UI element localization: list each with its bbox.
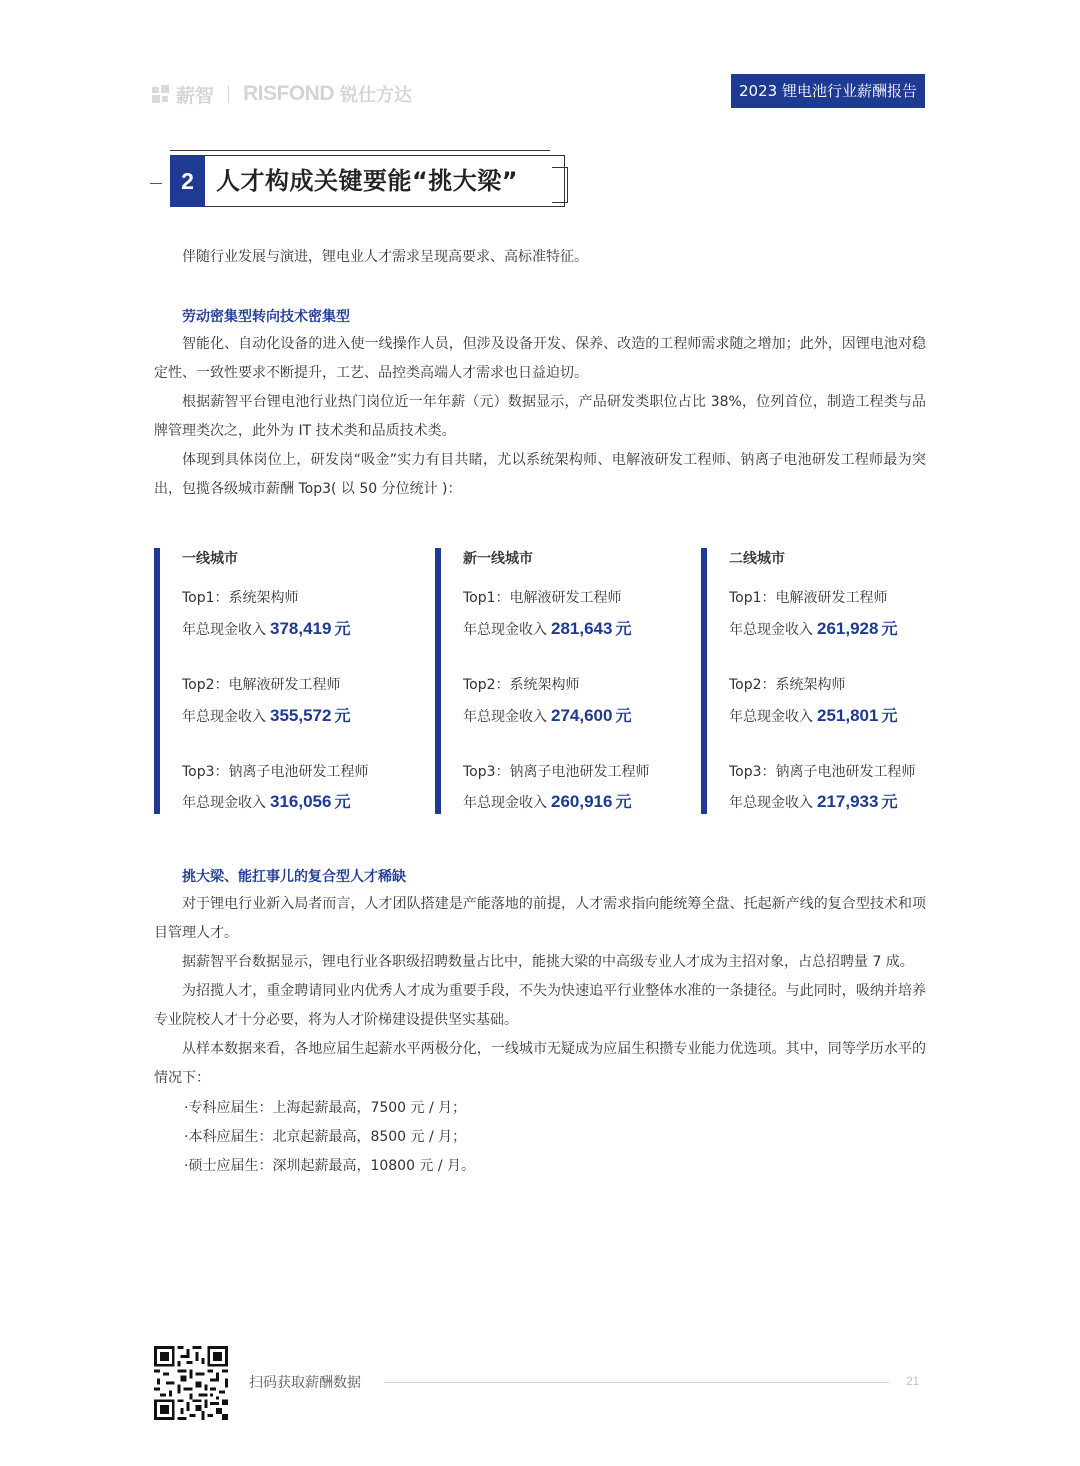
report-title-badge: 2023 锂电池行业薪酬报告 bbox=[731, 74, 925, 108]
income-amount: 316,056 bbox=[270, 792, 332, 811]
income-amount: 261,928 bbox=[817, 619, 879, 638]
top2-job: Top2：电解液研发工程师 bbox=[182, 677, 341, 693]
income-amount: 355,572 bbox=[270, 706, 332, 725]
paragraph: 为招揽人才，重金聘请同业内优秀人才成为重要手段，不失为快速追平行业整体水准的一条捷径。与此同时，吸纳并培养专业院校人才十分必要，将为人才阶梯建设提供坚实基础。 bbox=[154, 983, 926, 1028]
income-prefix: 年总现金收入 bbox=[463, 795, 547, 811]
heading-frame-right bbox=[552, 167, 568, 203]
part2-heading: 挑大梁、能扛事儿的复合型人才稀缺 bbox=[182, 869, 406, 885]
income-amount: 217,933 bbox=[817, 792, 879, 811]
section-heading bbox=[148, 150, 573, 216]
top1-income bbox=[729, 616, 897, 639]
income-unit: 元 bbox=[615, 792, 632, 811]
intro-paragraph: 伴随行业发展与演进，锂电业人才需求呈现高要求、高标准特征。 bbox=[182, 249, 588, 265]
top3-job: Top3：钠离子电池研发工程师 bbox=[463, 764, 650, 780]
top3-income bbox=[729, 789, 897, 812]
heading-dash bbox=[150, 183, 162, 184]
top1-job: Top1：电解液研发工程师 bbox=[463, 590, 622, 606]
top3-job: Top3：钠离子电池研发工程师 bbox=[729, 764, 916, 780]
top2-income bbox=[463, 703, 631, 726]
income-prefix: 年总现金收入 bbox=[182, 622, 266, 638]
xinzhi-logo-text: 薪智 bbox=[176, 84, 215, 107]
list-item: ·硕士应届生：深圳起薪最高，10800 元 / 月。 bbox=[184, 1158, 476, 1174]
list-item: ·专科应届生：上海起薪最高，7500 元 / 月； bbox=[184, 1100, 467, 1116]
income-amount: 260,916 bbox=[551, 792, 613, 811]
paragraph: 对于锂电行业新入局者而言，人才团队搭建是产能落地的前提，人才需求指向能统筹全盘、托起新产线的复合型技术和项目管理人才。 bbox=[154, 896, 926, 941]
intro-text bbox=[154, 243, 926, 272]
top3-income bbox=[182, 789, 350, 812]
city-accent-bar bbox=[154, 548, 160, 814]
income-amount: 378,419 bbox=[270, 619, 332, 638]
xinzhi-mark-icon bbox=[152, 85, 170, 103]
paragraph: 据薪智平台数据显示，锂电行业各职级招聘数量占比中，能挑大梁的中高级专业人才成为主招对象，占总招聘量 7 成。 bbox=[182, 954, 914, 970]
risfond-logo-cn: 锐仕方达 bbox=[340, 85, 413, 106]
income-prefix: 年总现金收入 bbox=[729, 709, 813, 725]
xinzhi-logo bbox=[152, 81, 214, 108]
footer-scan-text: 扫码获取薪酬数据 bbox=[249, 1375, 361, 1391]
income-unit: 元 bbox=[334, 706, 351, 725]
income-unit: 元 bbox=[615, 706, 632, 725]
section-title: 人才构成关键要能“挑大梁” bbox=[216, 167, 519, 195]
city-title: 新一线城市 bbox=[463, 551, 533, 567]
heading-frame-top bbox=[170, 150, 550, 151]
city-accent-bar bbox=[435, 548, 441, 814]
paragraph: 体现到具体岗位上，研发岗“吸金”实力有目共睹，尤以系统架构师、电解液研发工程师、钠离子电池研发工程师最为突出，包揽各级城市薪酬 Top3( 以 50 分位统计 )： bbox=[154, 452, 926, 497]
risfond-logo: RISFOND bbox=[243, 82, 335, 105]
income-unit: 元 bbox=[334, 792, 351, 811]
income-prefix: 年总现金收入 bbox=[463, 709, 547, 725]
top1-income bbox=[182, 616, 350, 639]
top3-job: Top3：钠离子电池研发工程师 bbox=[182, 764, 369, 780]
income-prefix: 年总现金收入 bbox=[182, 795, 266, 811]
paragraph: 从样本数据来看，各地应届生起薪水平两极分化，一线城市无疑成为应届生积攒专业能力优选项。其中，同等学历水平的情况下： bbox=[154, 1041, 926, 1086]
part1-body bbox=[154, 330, 926, 504]
income-amount: 281,643 bbox=[551, 619, 613, 638]
income-prefix: 年总现金收入 bbox=[729, 622, 813, 638]
part1-heading: 劳动密集型转向技术密集型 bbox=[182, 309, 350, 325]
paragraph: 根据薪智平台锂电池行业热门岗位近一年年薪（元）数据显示，产品研发类职位占比 38%，位列首位，制造工程类与品牌管理类次之，此外为 IT 技术类和品质技术类。 bbox=[154, 394, 926, 439]
income-unit: 元 bbox=[881, 619, 898, 638]
income-unit: 元 bbox=[334, 619, 351, 638]
top1-job: Top1：系统架构师 bbox=[182, 590, 299, 606]
top3-income bbox=[463, 789, 631, 812]
income-prefix: 年总现金收入 bbox=[463, 622, 547, 638]
top2-income bbox=[729, 703, 897, 726]
income-unit: 元 bbox=[881, 706, 898, 725]
income-prefix: 年总现金收入 bbox=[729, 795, 813, 811]
section-number: 2 bbox=[170, 155, 205, 207]
graduate-salary-list bbox=[184, 1094, 475, 1181]
income-amount: 251,801 bbox=[817, 706, 879, 725]
city-accent-bar bbox=[701, 548, 707, 814]
logo-separator bbox=[228, 85, 229, 103]
top1-income bbox=[463, 616, 631, 639]
footer-divider bbox=[384, 1382, 889, 1383]
top2-job: Top2：系统架构师 bbox=[729, 677, 846, 693]
qr-code-icon[interactable] bbox=[154, 1346, 228, 1420]
city-title: 二线城市 bbox=[729, 551, 785, 567]
income-unit: 元 bbox=[881, 792, 898, 811]
income-unit: 元 bbox=[615, 619, 632, 638]
list-item: ·本科应届生：北京起薪最高，8500 元 / 月； bbox=[184, 1129, 467, 1145]
city-title: 一线城市 bbox=[182, 551, 238, 567]
part2-body bbox=[154, 890, 926, 1093]
page-number: 21 bbox=[906, 1374, 920, 1388]
paragraph: 智能化、自动化设备的进入使一线操作人员，但涉及设备开发、保养、改造的工程师需求随之增加；此外，因锂电池对稳定性、一致性要求不断提升，工艺、品控类高端人才需求也日益迫切。 bbox=[154, 336, 926, 381]
top1-job: Top1：电解液研发工程师 bbox=[729, 590, 888, 606]
income-prefix: 年总现金收入 bbox=[182, 709, 266, 725]
income-amount: 274,600 bbox=[551, 706, 613, 725]
top2-job: Top2：系统架构师 bbox=[463, 677, 580, 693]
top2-income bbox=[182, 703, 350, 726]
header-logos bbox=[152, 80, 412, 108]
